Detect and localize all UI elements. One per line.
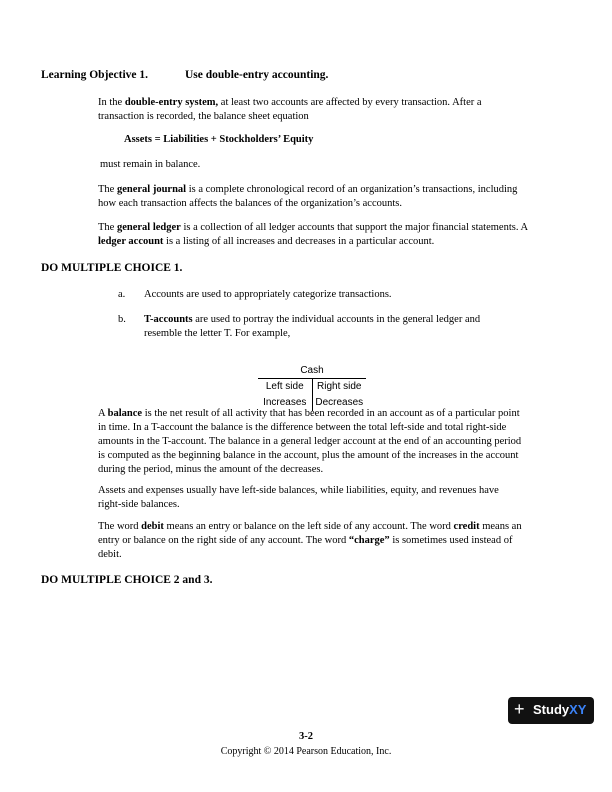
general-journal-paragraph: The general journal is a complete chronological record of an organization’s transactions, including how each transaction affects the balances of the organization’s accounts. xyxy=(98,184,518,209)
logo-xy-text: XY xyxy=(569,702,587,717)
t-account-left-label: Left side xyxy=(258,379,313,395)
studyxy-logo xyxy=(508,697,594,724)
balance-paragraph: A balance is the net result of all activity that has been recorded in an account as of a particular point in time. In a T-account the balance is the difference between the total left-side and total right-side amounts in the T-account. The balance in a general ledger account at the end of an accounting period is computed as the beginning balance in the account, plus the amount of the increases in the account during the period, minus the amount of the decreases. xyxy=(98,408,522,475)
general-ledger-paragraph: The general ledger is a collection of all ledger accounts that support the major financial statements. A ledger account is a listing of all increases and decreases in a particular account. xyxy=(98,222,528,247)
assets-paragraph: Assets and expenses usually have left-side balances, while liabilities, equity, and revenues have right-side balances. xyxy=(98,485,499,510)
plus-icon: + xyxy=(514,699,525,719)
t-account-title: Cash xyxy=(258,364,366,379)
must-remain-text: must remain in balance. xyxy=(100,159,201,170)
objective-title: Use double-entry accounting. xyxy=(185,69,329,81)
multiple-choice-1-heading: DO MULTIPLE CHOICE 1. xyxy=(41,262,183,274)
double-entry-paragraph: In the double-entry system, at least two accounts are affected by every transaction. After a transaction is recorded, the balance sheet equation xyxy=(98,97,482,122)
copyright: Copyright © 2014 Pearson Education, Inc. xyxy=(220,746,392,757)
t-account-left-meaning: Increases xyxy=(258,395,313,411)
list-item-b: T-accounts are used to portray the individual accounts in the general ledger and resemble the letter T. For example, xyxy=(144,314,481,339)
t-account-right-label: Right side xyxy=(317,381,362,392)
list-marker-a: a. xyxy=(118,289,126,300)
logo-study-text: Study xyxy=(533,702,570,717)
list-item-a: Accounts are used to appropriately categorize transactions. xyxy=(144,289,392,300)
t-account-right-meaning: Decreases xyxy=(315,397,364,408)
objective-label: Learning Objective 1. xyxy=(41,69,148,81)
page-number: 3-2 xyxy=(299,731,313,742)
multiple-choice-2-heading: DO MULTIPLE CHOICE 2 and 3. xyxy=(41,574,213,586)
list-marker-b: b. xyxy=(118,314,126,325)
balance-sheet-equation: Assets = Liabilities + Stockholders’ Equity xyxy=(124,134,314,145)
cash-t-account xyxy=(258,364,366,411)
debit-credit-paragraph: The word debit means an entry or balance on the left side of any account. The word credit means an entry or balance on the right side of any account. The word “charge” is sometimes used instead of debit. xyxy=(98,521,522,560)
